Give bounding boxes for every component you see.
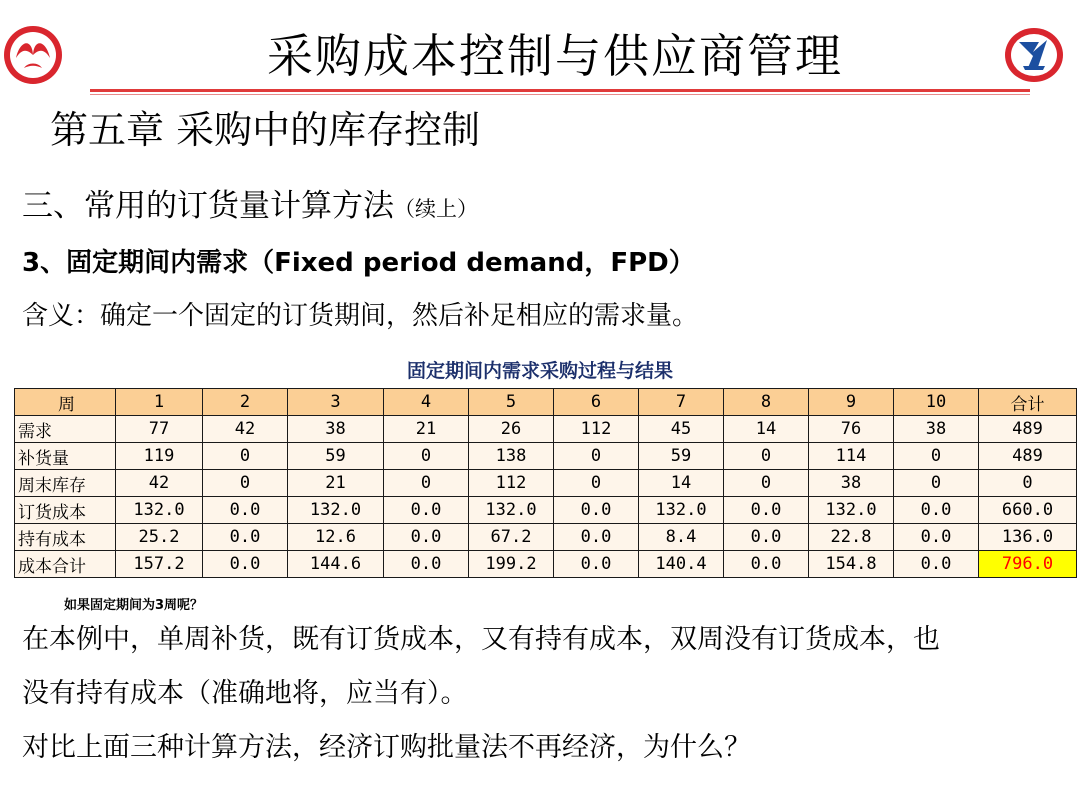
table-column-header: 4 (384, 389, 469, 416)
table-column-header: 7 (639, 389, 724, 416)
table-cell: 154.8 (809, 551, 894, 578)
table-cell: 14 (639, 470, 724, 497)
table-cell: 0.0 (384, 551, 469, 578)
procurement-table (14, 388, 1077, 578)
table-cell: 21 (384, 416, 469, 443)
table-cell: 0.0 (203, 551, 288, 578)
table-cell: 22.8 (809, 524, 894, 551)
table-cell: 38 (809, 470, 894, 497)
table-row-label: 成本合计 (15, 551, 116, 578)
body-paragraph-question: 对比上面三种计算方法，经济订购批量法不再经济，为什么？ (22, 732, 751, 763)
table-cell: 132.0 (809, 497, 894, 524)
table-cell: 660.0 (979, 497, 1077, 524)
table-cell: 489 (979, 416, 1077, 443)
table-row (15, 416, 1077, 443)
table-cell: 0 (894, 470, 979, 497)
table-cell: 0.0 (554, 524, 639, 551)
table-row-label: 持有成本 (15, 524, 116, 551)
table-cell: 0.0 (554, 497, 639, 524)
table-cell: 0 (724, 470, 809, 497)
table-cell: 0.0 (894, 524, 979, 551)
table-cell: 157.2 (116, 551, 203, 578)
table-cell: 132.0 (288, 497, 384, 524)
table-row (15, 497, 1077, 524)
table-row (15, 551, 1077, 578)
table-row-label: 订货成本 (15, 497, 116, 524)
table-cell: 0.0 (724, 524, 809, 551)
table-cell: 199.2 (469, 551, 554, 578)
table-column-header: 2 (203, 389, 288, 416)
school-emblem-logo (1003, 26, 1065, 84)
header-rule (90, 89, 1030, 92)
table-cell: 0.0 (724, 497, 809, 524)
table-cell: 42 (203, 416, 288, 443)
table-cell: 132.0 (469, 497, 554, 524)
table-column-header: 3 (288, 389, 384, 416)
table-row-label: 补货量 (15, 443, 116, 470)
table-row (15, 443, 1077, 470)
table-cell: 0.0 (384, 524, 469, 551)
table-cell: 59 (288, 443, 384, 470)
fpd-heading: 3、固定期间内需求（Fixed period demand，FPD） (22, 248, 695, 278)
table-column-header: 5 (469, 389, 554, 416)
table-column-header: 8 (724, 389, 809, 416)
table-cell: 0 (203, 470, 288, 497)
table-cell: 76 (809, 416, 894, 443)
table-cell: 0 (894, 443, 979, 470)
table-cell: 0 (384, 470, 469, 497)
table-cell: 67.2 (469, 524, 554, 551)
table-cell: 77 (116, 416, 203, 443)
table-row-label: 需求 (15, 416, 116, 443)
table-cell: 42 (116, 470, 203, 497)
table-body (15, 416, 1077, 578)
table-column-header: 10 (894, 389, 979, 416)
table-cell: 38 (288, 416, 384, 443)
section-title-text: 三、常用的订货量计算方法 (22, 188, 394, 224)
total-cost-highlight-cell: 796.0 (979, 551, 1077, 578)
table-cell: 14 (724, 416, 809, 443)
table-cell: 21 (288, 470, 384, 497)
table-cell: 45 (639, 416, 724, 443)
table-cell: 0.0 (384, 497, 469, 524)
table-cell: 112 (469, 470, 554, 497)
table-cell: 138 (469, 443, 554, 470)
table-cell: 8.4 (639, 524, 724, 551)
table-cell: 0 (554, 470, 639, 497)
body-paragraph-line: 在本例中，单周补货，既有订货成本，又有持有成本，双周没有订货成本，也 (22, 624, 940, 655)
table-cell: 140.4 (639, 551, 724, 578)
table-cell: 132.0 (116, 497, 203, 524)
table-cell: 114 (809, 443, 894, 470)
page-title: 采购成本控制与供应商管理 (267, 29, 843, 83)
table-column-header: 合计 (979, 389, 1077, 416)
table-cell: 136.0 (979, 524, 1077, 551)
table-row (15, 470, 1077, 497)
table-column-header: 1 (116, 389, 203, 416)
section-title (22, 184, 478, 231)
table-cell: 0.0 (554, 551, 639, 578)
table-cell: 0.0 (894, 551, 979, 578)
chapter-title: 第五章 采购中的库存控制 (50, 108, 481, 152)
table-cell: 0.0 (203, 497, 288, 524)
table-cell: 0 (979, 470, 1077, 497)
table-cell: 0 (724, 443, 809, 470)
table-cell: 0 (384, 443, 469, 470)
header-rule-thin (90, 94, 1030, 95)
table-cell: 25.2 (116, 524, 203, 551)
table-cell: 0.0 (203, 524, 288, 551)
table-row (15, 524, 1077, 551)
table-cell: 0.0 (724, 551, 809, 578)
table-caption: 固定期间内需求采购过程与结果 (406, 360, 673, 382)
table-cell: 0 (203, 443, 288, 470)
table-cell: 144.6 (288, 551, 384, 578)
table-cell: 489 (979, 443, 1077, 470)
table-cell: 112 (554, 416, 639, 443)
followup-question: 如果固定期间为3周呢？ (64, 598, 204, 613)
section-note: （续上） (394, 197, 478, 221)
table-cell: 12.6 (288, 524, 384, 551)
table-cell: 119 (116, 443, 203, 470)
table-column-header: 9 (809, 389, 894, 416)
fpd-definition: 含义：确定一个固定的订货期间，然后补足相应的需求量。 (22, 301, 699, 331)
table-cell: 26 (469, 416, 554, 443)
table-row-label: 周末库存 (15, 470, 116, 497)
table-column-header: 6 (554, 389, 639, 416)
table-cell: 0.0 (894, 497, 979, 524)
table-cell: 132.0 (639, 497, 724, 524)
table-cell: 38 (894, 416, 979, 443)
body-paragraph-line: 没有持有成本（准确地将，应当有）。 (22, 678, 468, 709)
table-header-row (15, 389, 1077, 416)
table-cell: 59 (639, 443, 724, 470)
table-cell: 0 (554, 443, 639, 470)
table-header-label: 周 (15, 389, 116, 416)
